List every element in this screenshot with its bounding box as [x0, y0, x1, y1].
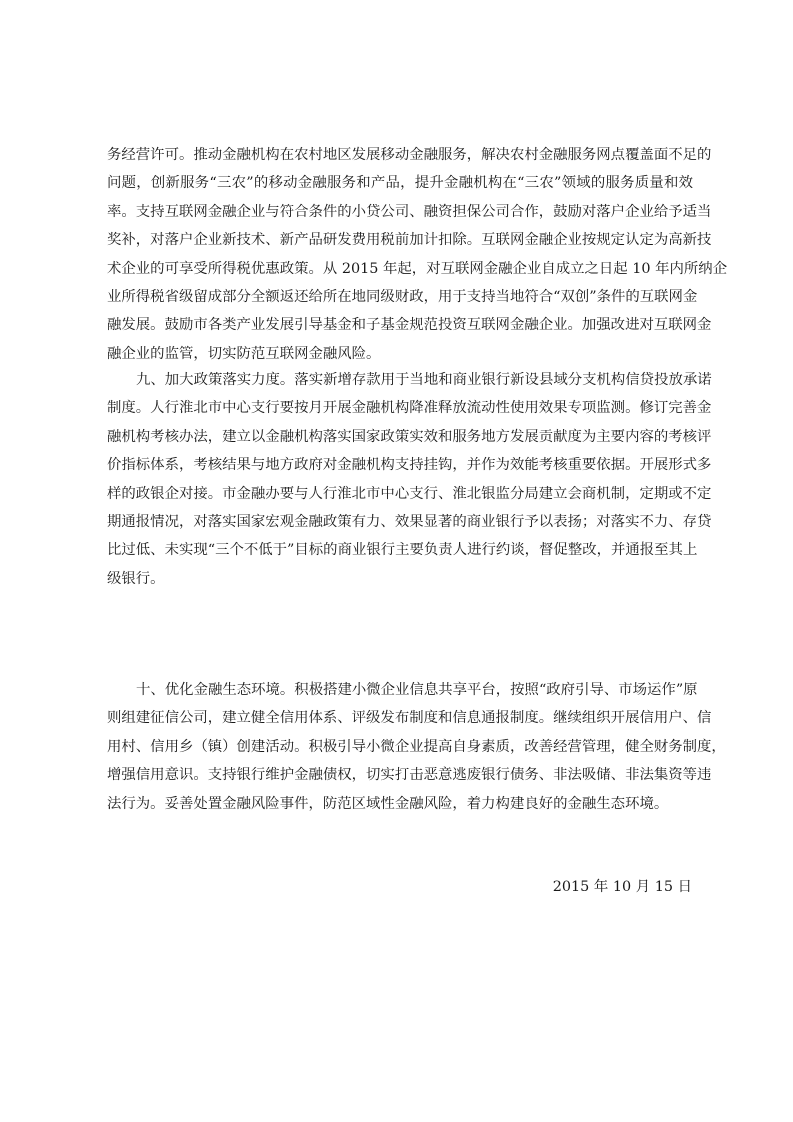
text-line: 增强信用意识。支持银行维护金融债权，切实打击恶意逃废银行债务、非法吸储、非法集资等违	[107, 767, 712, 784]
text-line: 融机构考核办法，建立以金融机构落实国家政策实效和服务地方发展贡献度为主要内容的考核评	[107, 428, 712, 445]
text-line: 样的政银企对接。市金融办要与人行淮北市中心支行、淮北银监分局建立会商机制，定期或不定	[107, 485, 712, 502]
text-line: 则组建征信公司，建立健全信用体系、评级发布制度和信息通报制度。继续组织开展信用户、信	[107, 710, 712, 727]
text-line: 级银行。	[107, 570, 165, 587]
text-line: 比过低、未实现“三个不低于”目标的商业银行主要负责人进行约谈，督促整改，并通报至其上	[107, 542, 698, 559]
paragraph-section-ten	[107, 676, 726, 818]
text-line: 用村、信用乡（镇）创建活动。积极引导小微企业提高自身素质，改善经营管理，健全财务制度，	[107, 738, 726, 755]
text-line: 问题，创新服务“三农”的移动金融服务和产品，提升金融机构在“三农”领域的服务质量和效	[107, 175, 693, 192]
text-line: 期通报情况，对落实国家宏观金融政策有力、效果显著的商业银行予以表扬；对落实不力、存贷	[107, 513, 712, 530]
text-line: 务经营许可。推动金融机构在农村地区发展移动金融服务，解决农村金融服务网点覆盖面不足的	[107, 147, 712, 163]
text-line: 九、加大政策落实力度。落实新增存款用于当地和商业银行新设县域分支机构信贷投放承诺	[136, 372, 712, 388]
document-date: 2015 年 10 月 15 日	[552, 879, 692, 895]
paragraph-financial-innovation	[107, 141, 728, 368]
text-line: 法行为。妥善处置金融风险事件，防范区域性金融风险，着力构建良好的金融生态环境。	[107, 795, 669, 812]
text-line: 十、优化金融生态环境。积极搭建小微企业信息共享平台，按照“政府引导、市场运作”原	[136, 682, 698, 698]
text-line: 融发展。鼓励市各类产业发展引导基金和子基金规范投资互联网金融企业。加强改进对互联网金	[107, 317, 712, 334]
text-line: 价指标体系，考核结果与地方政府对金融机构支持挂钩，并作为效能考核重要依据。开展形式多	[107, 457, 712, 474]
text-line: 率。支持互联网金融企业与符合条件的小贷公司、融资担保公司合作，鼓励对落户企业给予适当	[107, 203, 712, 220]
text-line: 制度。人行淮北市中心支行要按月开展金融机构降准释放流动性使用效果专项监测。修订完善金	[107, 400, 712, 417]
text-line: 奖补，对落户企业新技术、新产品研发费用税前加计扣除。互联网金融企业按规定认定为高新技	[107, 232, 712, 249]
text-line: 术企业的可享受所得税优惠政策。从 2015 年起，对互联网金融企业自成立之日起 10 年内所纳企	[107, 260, 728, 277]
paragraph-section-nine	[107, 366, 712, 593]
text-line: 业所得税省级留成部分全额返还给所在地同级财政，用于支持当地符合“双创”条件的互联网金	[107, 288, 698, 305]
text-line: 融企业的监管，切实防范互联网金融风险。	[107, 345, 381, 362]
